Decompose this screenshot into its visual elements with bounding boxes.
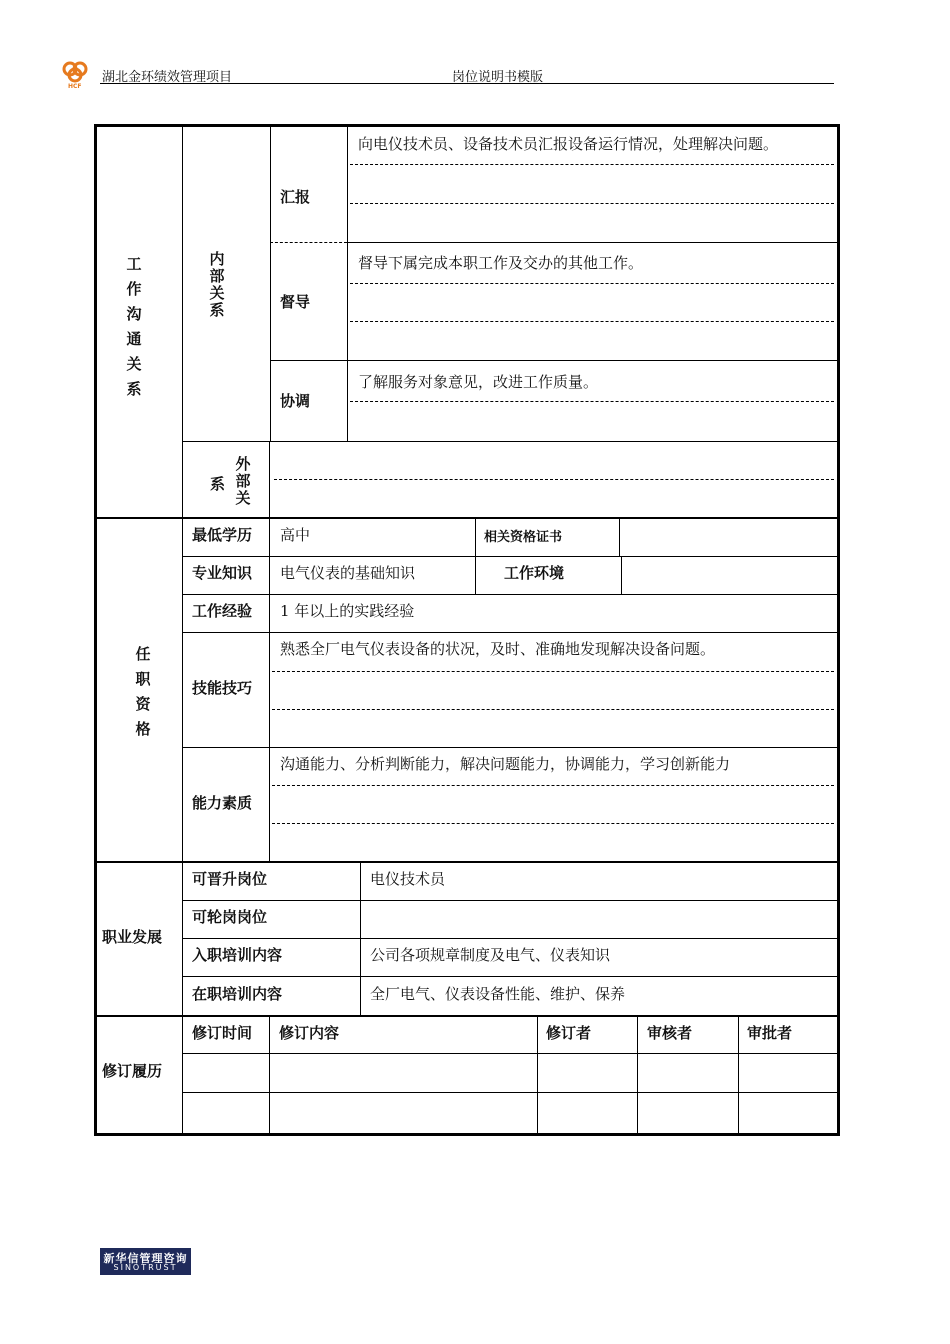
report-text: 向电仪技术员、设备技术员汇报设备运行情况，处理解决问题。 — [358, 135, 779, 153]
report-label: 汇报 — [280, 188, 311, 206]
abilities-value: 沟通能力、分析判断能力，解决问题能力，协调能力，学习创新能力 — [280, 755, 731, 773]
knowledge-label: 专业知识 — [192, 564, 253, 582]
supervise-text: 督导下属完成本职工作及交办的其他工作。 — [358, 254, 644, 272]
environment-label: 工作环境 — [504, 564, 565, 582]
career-row-value: 公司各项规章制度及电气、仪表知识 — [370, 946, 611, 964]
skills-value: 熟悉全厂电气仪表设备的状况，及时、准确地发现解决设备问题。 — [280, 640, 716, 658]
min-education-label: 最低学历 — [192, 526, 253, 544]
certificate-label: 相关资格证书 — [484, 530, 563, 545]
experience-label: 工作经验 — [192, 602, 253, 620]
revision-column-header: 修订内容 — [279, 1024, 340, 1042]
internal-relations-label: 内部关系 — [209, 250, 225, 319]
revision-column-header: 修订者 — [546, 1024, 592, 1042]
header-rule — [100, 83, 834, 84]
career-row-label: 入职培训内容 — [192, 946, 283, 964]
skills-label: 技能技巧 — [192, 679, 253, 697]
sinotrust-logo-cn: 新华信管理咨询 — [103, 1252, 188, 1265]
career-row-label: 在职培训内容 — [192, 985, 283, 1003]
abilities-label: 能力素质 — [192, 794, 253, 812]
revision-column-header: 审核者 — [647, 1024, 693, 1042]
coordinate-label: 协调 — [280, 392, 311, 410]
page-header — [58, 58, 834, 90]
sinotrust-logo — [100, 1248, 191, 1275]
communication-section-label: 工作沟通关系 — [126, 255, 142, 398]
career-row-label: 可晋升岗位 — [192, 870, 268, 888]
revision-section-label: 修订履历 — [102, 1062, 163, 1080]
revision-column-header: 审批者 — [747, 1024, 793, 1042]
external-relations-label: 外部关 — [235, 455, 251, 507]
coordinate-text: 了解服务对象意见，改进工作质量。 — [358, 373, 599, 391]
sinotrust-logo-en: SINOTRUST — [113, 1263, 178, 1272]
revision-column-header: 修订时间 — [192, 1024, 253, 1042]
logo-text: HCF — [68, 83, 82, 90]
external-relations-label-end: 系 — [210, 475, 226, 493]
hcf-logo-icon — [58, 58, 96, 90]
career-row-value: 全厂电气、仪表设备性能、维护、保养 — [370, 985, 626, 1003]
project-title: 湖北金环绩效管理项目 — [102, 70, 233, 85]
document-title: 岗位说明书模版 — [452, 70, 544, 85]
career-row-value: 电仪技术员 — [370, 870, 446, 888]
experience-value: 1 年以上的实践经验 — [280, 602, 415, 620]
career-row-label: 可轮岗岗位 — [192, 908, 268, 926]
supervise-label: 督导 — [280, 293, 311, 311]
job-description-form — [94, 124, 840, 1136]
career-section-label: 职业发展 — [102, 928, 163, 946]
knowledge-value: 电气仪表的基础知识 — [280, 564, 416, 582]
min-education-value: 高中 — [280, 526, 311, 544]
qualification-section-label: 任职资格 — [135, 645, 151, 738]
